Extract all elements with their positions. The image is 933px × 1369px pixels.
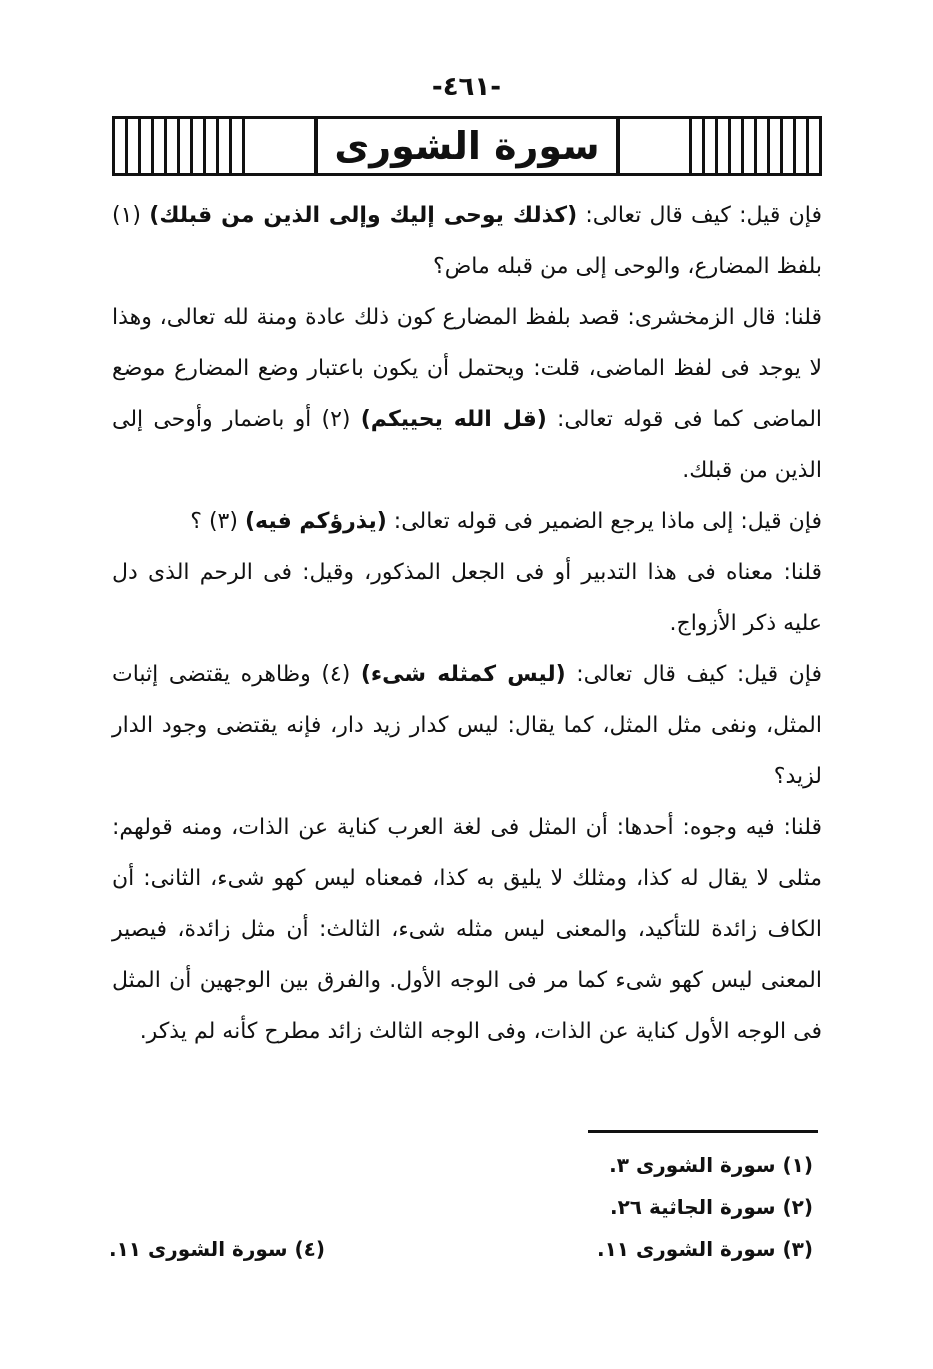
body-text [112,190,822,1057]
footnote-separator [588,1130,818,1133]
quran-quote: (كذلك يوحى إليك وإلى الذين من قبلك) [149,203,578,228]
answer-text: قلنا: قال الزمخشرى: قصد بلفظ المضارع كون ذلك عادة ومنة لله تعالى، وهذا لا يوجد فى لفظ الماضى، قلت: ويحتمل أن يكون باعتبار وضع المضارع موضع الماضى كما فى قوله تعالى: [112,305,823,432]
answer-text: (٢) أو باضمار وأوحى إلى الذين من قبلك. [112,407,822,483]
question-text: (١) بلفظ المضارع، والوحى إلى من قبله ماض؟ [112,203,822,279]
paragraph-question-2 [112,496,822,547]
question-text: فإن قيل: كيف قال تعالى: [577,203,822,228]
answer-text: قلنا: فيه وجوه: أحدها: أن المثل فى لغة العرب كناية عن الذات، ومنه قولهم: مثلى لا يقال له كذا، ومثلك لا يليق به كذا، فمعناه ليس كهو شىء، الثانى: أن الكاف زائدة للتأكيد، والمعنى ليس مثله شىء، الثالث: أن مثل زائدة، فيصير المعنى ليس كهو شىء كما مر فى الوجه الأول. والفرق بين الوجهين أن المثل فى الوجه الأول كناية عن الذات، وفى الوجه الثالث زائد مطرح كأنه لم يذكر. [112,815,822,1044]
title-ornament-left [115,119,245,173]
surah-title-frame [112,116,822,176]
paragraph-question-3 [112,649,822,802]
paragraph-question-1 [112,190,822,292]
quran-quote: (قل الله يحييكم) [360,407,547,432]
quran-quote: (يذرؤكم فيه) [244,509,387,534]
footnote-3: (٣) سورة الشورى ١١. [596,1237,813,1261]
footnote-4: (٤) سورة الشورى ١١. [108,1237,325,1261]
paragraph-answer-3 [112,802,822,1057]
surah-title: سورة الشورى [334,124,600,168]
question-text: فإن قيل: كيف قال تعالى: [565,662,822,687]
question-text: (٣) ؟ [190,509,245,534]
page-number: -٤٦١- [431,72,502,102]
quran-quote: (ليس كمثله شىء) [360,662,566,687]
paragraph-answer-1 [112,292,822,496]
title-ornament-right [689,119,819,173]
surah-title-box [314,119,619,173]
question-text: فإن قيل: إلى ماذا يرجع الضمير فى قوله تعالى: [386,509,822,534]
question-text: (٤) وظاهره يقتضى إثبات المثل، ونفى مثل المثل، كما يقال: ليس كدار زيد دار، فإنه يقتضى وجود الدار لزيد؟ [112,662,822,789]
paragraph-answer-2 [112,547,822,649]
footnote-2: (٢) سورة الجاثية ٢٦. [609,1195,813,1219]
footnote-1: (١) سورة الشورى ٣. [609,1153,813,1177]
answer-text: قلنا: معناه فى هذا التدبير أو فى الجعل المذكور، وقيل: فى الرحم الذى دل عليه ذكر الأزواج. [112,560,822,636]
